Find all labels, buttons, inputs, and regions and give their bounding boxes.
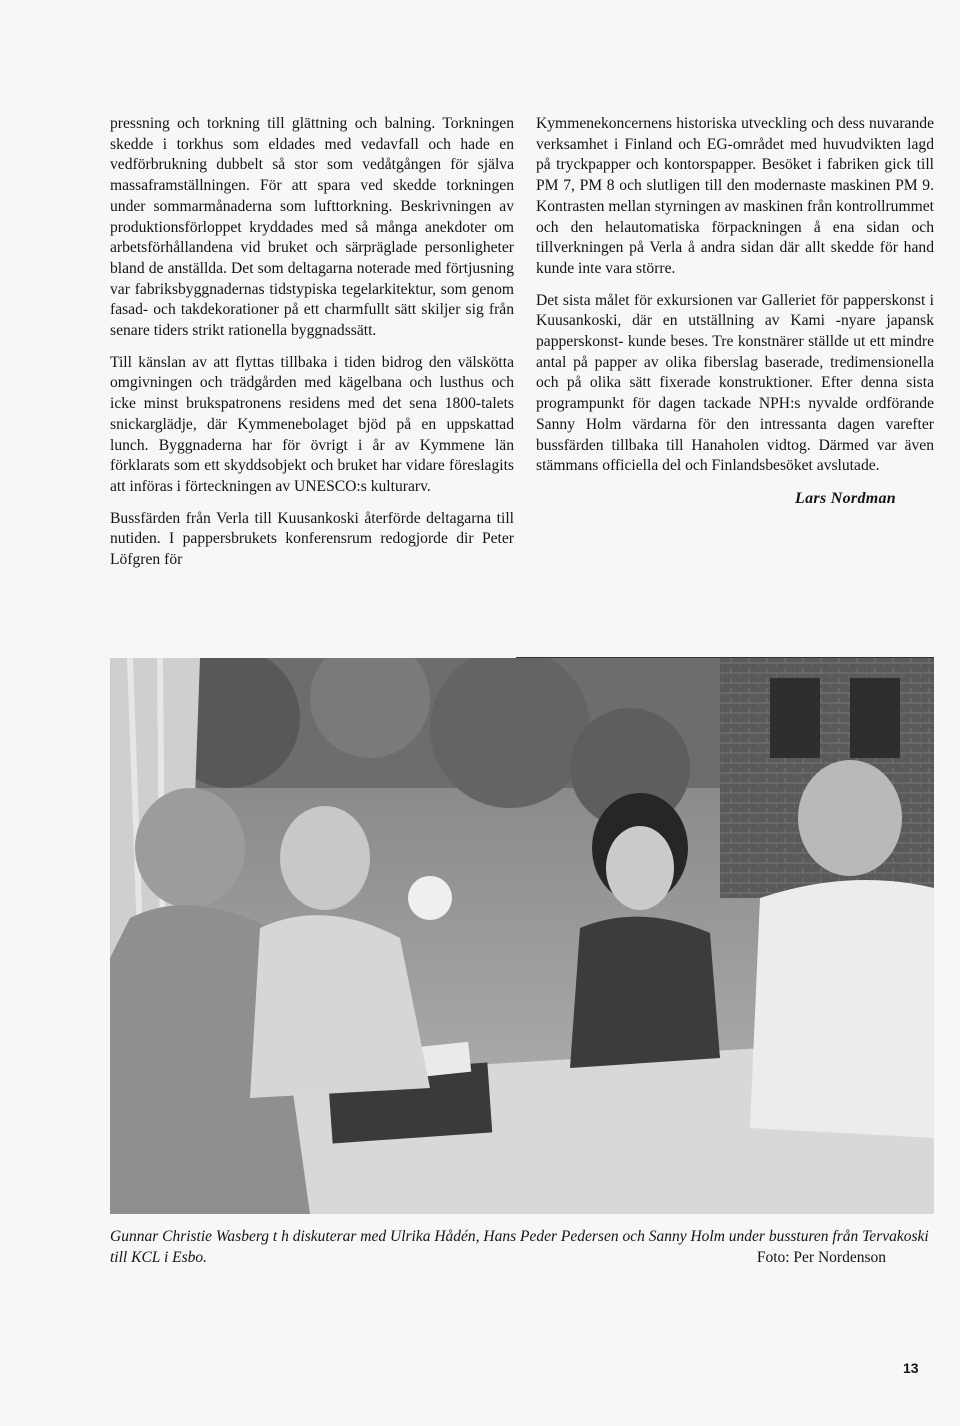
photo-credit: Foto: Per Nordenson: [756, 1249, 886, 1266]
author-signature: Lars Nordman: [795, 489, 896, 507]
photograph: [110, 658, 934, 1214]
paragraph: pressning och torkning till glättning och balning. Torkningen skedde i torkhus som eldades med vedavfall och hade en vedförbrukning dubbelt så stor som vedåtgången för själva massaframställningen. För att spara ved skedde torkningen under sommarmånaderna som lufttorkning. Beskrivningen av produktionsförloppet kryddades med så många anekdoter om arbetsförhållandena vid bruket och särpräglade personligheter bland de anställda. Det som deltagarna noterade med förtjusning var fabriksbyggnadernas tidstypiska tegelarkitektur, som genom fasad- och takdekorationer på ett charmfullt sätt skiljer sig från senare tiders strikt rationella byggnadssätt.: [110, 115, 514, 340]
left-text-column: [110, 114, 514, 582]
page-number: 13: [903, 1360, 919, 1376]
paragraph: Det sista målet för exkursionen var Galleriet för papperskonst i Kuusankoski, där en utställning av Kami -nyare japansk papperskonst- kunde beses. Tre konstnärer ställde ut ett mindre antal på papper av olika fiberslag baserade, tredimensionella och på olika sätt fixerade konstruktioner. Efter denna sista programpunkt för dagen tackade NPH:s nyvalde ordförande Sanny Holm värdarna för den intressanta dagen varefter bussfärden tillbaka till Hanaholen vidtog. Därmed var även stämmans officiella del och Finlandsbesöket avslutade.: [536, 291, 934, 475]
paragraph: Till känslan av att flyttas tillbaka i tiden bidrog den välskötta omgivningen och trädgården med kägelbana och lusthus och icke minst brukspatronens residens med det sena 1800-talets snickarglädje, där Kymmenebolaget bjöd på en uppskattad lunch. Byggnaderna har för övrigt i år av Kymmene län förklarats som ett skyddsobjekt och bruket har vidare föreslagits att införas i förteckningen av UNESCO:s kulturarv.: [110, 353, 514, 495]
photo-caption: [110, 1226, 934, 1268]
paragraph: Kymmenekoncernens historiska utveckling och dess nuvarande verksamhet i Finland och EG-området med huvudvikten lagd på tryckpapper och kontorspapper. Besöket i fabriken gick till PM 7, PM 8 och slutligen till den modernaste maskinen PM 9. Kontrasten mellan styrningen av maskinen från kontrollrummet och den helautomatiska förpackningen å ena sidan och tillverkningen på Verla å andra sidan där allt skedde för hand kunde inte vara större.: [536, 115, 934, 277]
paragraph: Bussfärden från Verla till Kuusankoski återförde deltagarna till nutiden. I pappersbrukets konferensrum redogjorde dir Peter Löfgren för: [110, 509, 514, 569]
caption-text: Gunnar Christie Wasberg t h diskuterar med Ulrika Hådén, Hans Peder Pedersen och Sanny Holm under bussturen från Tervakoski till KCL i Esbo.: [110, 1228, 929, 1266]
right-text-column: [536, 114, 934, 510]
